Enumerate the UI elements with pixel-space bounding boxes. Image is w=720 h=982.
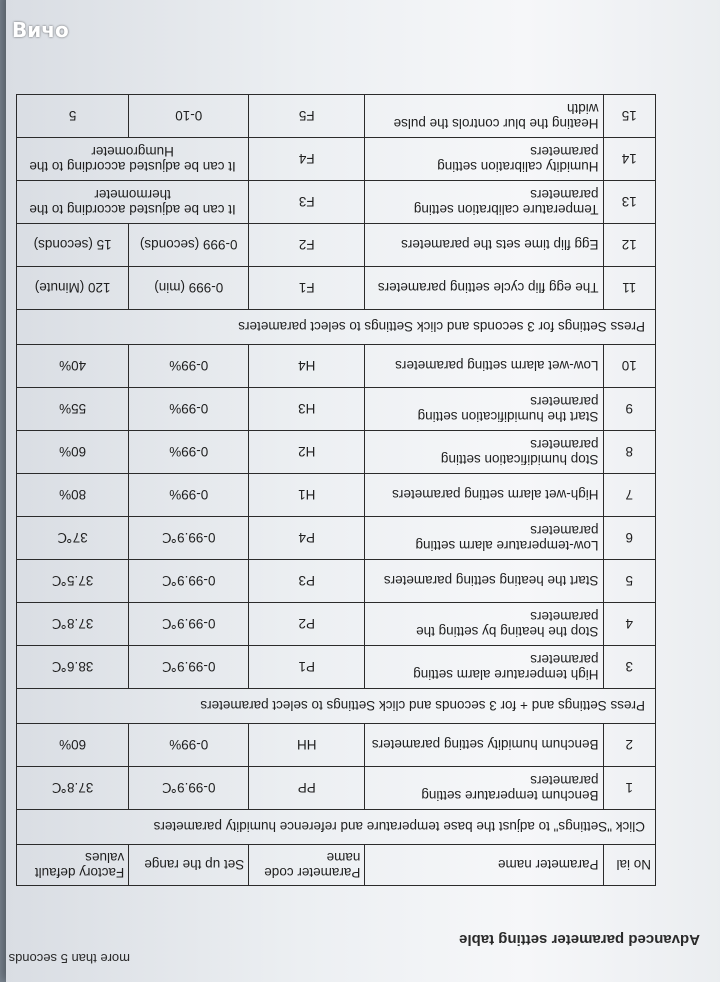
table-row	[17, 431, 656, 474]
table-header-row	[17, 845, 656, 886]
cell-default: 120 (Minute)	[17, 267, 129, 310]
table-row	[17, 138, 656, 181]
cell-code: H1	[249, 474, 365, 517]
cell-name: Start the humidification setting parameters	[365, 388, 603, 431]
cell-code: F1	[249, 267, 365, 310]
cell-no: 8	[603, 431, 655, 474]
section-row	[17, 810, 656, 845]
cell-default: 38.6℃	[17, 646, 129, 689]
cell-code: F3	[249, 181, 365, 224]
cell-range-merged: It can be adjusted according to the thermometer	[17, 181, 249, 224]
cell-range: 0-99%	[129, 431, 249, 474]
cell-default: 15 (seconds)	[17, 224, 129, 267]
cell-range-merged: It can be adjusted according to the Humgrometer	[17, 138, 249, 181]
table-row	[17, 345, 656, 388]
page-title: Advanced parameter setting table	[459, 931, 700, 948]
table-row	[17, 767, 656, 810]
section-row	[17, 310, 656, 345]
cell-no: 12	[603, 224, 655, 267]
table-row	[17, 267, 656, 310]
cell-name: High-wet alarm setting parameters	[365, 474, 603, 517]
header-default: Factory default values	[17, 845, 129, 886]
cell-code: PP	[249, 767, 365, 810]
cell-range: 0-99%	[129, 724, 249, 767]
table-row	[17, 388, 656, 431]
cell-code: HH	[249, 724, 365, 767]
table-row	[17, 517, 656, 560]
cell-name: Stop humidification setting parameters	[365, 431, 603, 474]
cell-code: P4	[249, 517, 365, 560]
table-row	[17, 224, 656, 267]
cell-no: 2	[603, 724, 655, 767]
cell-name: Start the heating setting parameters	[365, 560, 603, 603]
cell-default: 37.8℃	[17, 603, 129, 646]
cell-no: 4	[603, 603, 655, 646]
section-row	[17, 689, 656, 724]
header-range: Set up the range	[129, 845, 249, 886]
section-text: Click "Settings" to adjust the base temperature and reference humidity parameters	[17, 810, 656, 845]
table-row	[17, 724, 656, 767]
cell-range: 0-99.9℃	[129, 646, 249, 689]
table-row	[17, 95, 656, 138]
cell-no: 5	[603, 560, 655, 603]
table-row	[17, 181, 656, 224]
cell-name: Stop the heating by setting the parameters	[365, 603, 603, 646]
table-row	[17, 474, 656, 517]
cell-default: 80%	[17, 474, 129, 517]
cell-range: 0-10	[129, 95, 249, 138]
cell-name: Benchum humidity setting parameters	[365, 724, 603, 767]
cell-name: Benchum temperature setting parameters	[365, 767, 603, 810]
cell-code: P2	[249, 603, 365, 646]
section-text: Press Settings for 3 seconds and click Settings to select parameters	[17, 310, 656, 345]
cell-range: 0-99.9℃	[129, 560, 249, 603]
header-no: No ial	[603, 845, 655, 886]
table-row	[17, 560, 656, 603]
cell-range: 0-99%	[129, 388, 249, 431]
cell-code: H3	[249, 388, 365, 431]
cell-no: 11	[603, 267, 655, 310]
cell-no: 10	[603, 345, 655, 388]
cell-default: 37.8℃	[17, 767, 129, 810]
table-row	[17, 603, 656, 646]
cell-range: 0-99.9℃	[129, 767, 249, 810]
watermark-text: Вичо	[12, 18, 69, 42]
cell-code: P1	[249, 646, 365, 689]
cell-default: 55%	[17, 388, 129, 431]
cell-name: Low-wet alarm setting parameters	[365, 345, 603, 388]
cell-name: Low-temperature alarm setting parameters	[365, 517, 603, 560]
cell-no: 13	[603, 181, 655, 224]
cell-no: 14	[603, 138, 655, 181]
cell-range: 0-99%	[129, 345, 249, 388]
cell-default: 37.5℃	[17, 560, 129, 603]
cell-default: 40%	[17, 345, 129, 388]
cell-range: 0-99.9℃	[129, 517, 249, 560]
cell-name: Heating the blur controls the pulse width	[365, 95, 603, 138]
cell-default: 60%	[17, 724, 129, 767]
cell-range: 0-99%	[129, 474, 249, 517]
cell-no: 9	[603, 388, 655, 431]
cell-code: F2	[249, 224, 365, 267]
cell-default: 37℃	[17, 517, 129, 560]
table-row	[17, 646, 656, 689]
cell-code: H2	[249, 431, 365, 474]
cell-name: High temperature alarm setting parameters	[365, 646, 603, 689]
cell-code: H4	[249, 345, 365, 388]
cell-default: 60%	[17, 431, 129, 474]
cell-code: P3	[249, 560, 365, 603]
cell-no: 7	[603, 474, 655, 517]
cell-default: 5	[17, 95, 129, 138]
header-name: Parameter name	[365, 845, 603, 886]
cell-range: 0-999 (min)	[129, 267, 249, 310]
cell-range: 0-999 (seconds)	[129, 224, 249, 267]
top-snippet-text: more than 5 seconds	[8, 951, 130, 966]
cell-no: 1	[603, 767, 655, 810]
cell-no: 6	[603, 517, 655, 560]
cell-range: 0-99.9℃	[129, 603, 249, 646]
header-code: Parameter code name	[249, 845, 365, 886]
cell-name: Egg flip time sets the parameters	[365, 224, 603, 267]
cell-no: 15	[603, 95, 655, 138]
cell-code: F5	[249, 95, 365, 138]
parameter-table	[16, 94, 656, 886]
section-text: Press Settings and + for 3 seconds and click Settings to select parameters	[17, 689, 656, 724]
cell-code: F4	[249, 138, 365, 181]
cell-name: Humidity calibration setting parameters	[365, 138, 603, 181]
cell-name: Temperature calibration setting parameters	[365, 181, 603, 224]
cell-name: The egg flip cycle setting parameters	[365, 267, 603, 310]
cell-no: 3	[603, 646, 655, 689]
